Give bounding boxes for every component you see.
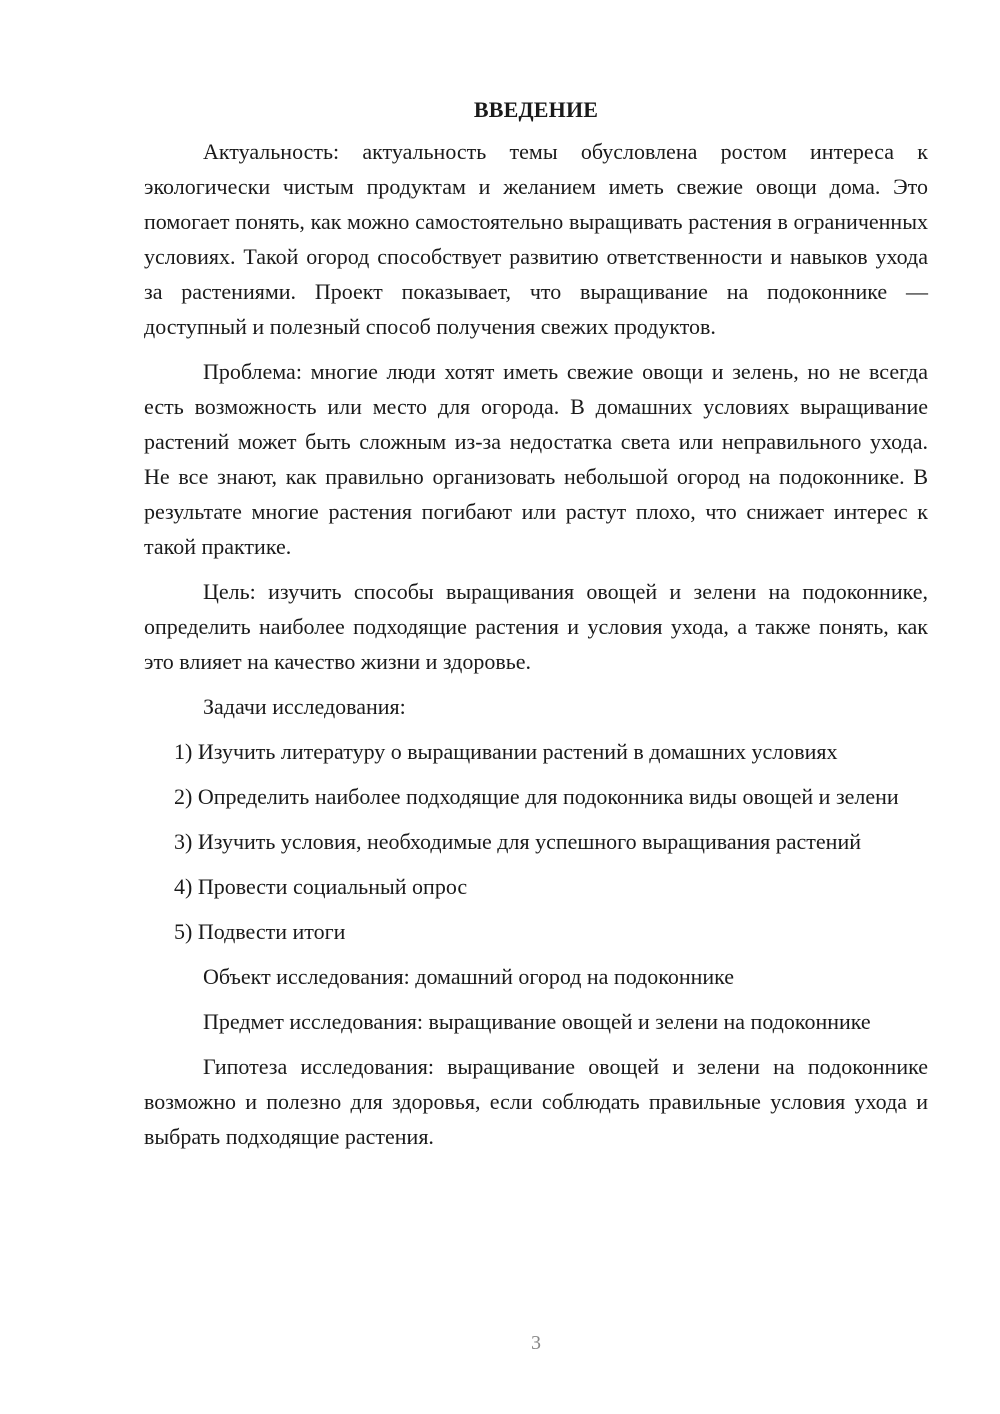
task-item-5: 5) Подвести итоги	[174, 919, 346, 944]
task-item-2: 2) Определить наиболее подходящие для подоконника виды овощей и зелени	[174, 784, 899, 809]
tasks-heading: Задачи исследования:	[203, 694, 406, 719]
section-title: ВВЕДЕНИЕ	[473, 97, 599, 122]
document-page	[144, 92, 928, 1164]
page-number: 3	[531, 1332, 541, 1354]
goal-paragraph: Цель: изучить способы выращивания овощей и зелени на подоконнике, определить наиболее подходящие растения и условия ухода, а также понять, как это влияет на качество жизни и здоровье.	[144, 579, 928, 674]
problem-paragraph: Проблема: многие люди хотят иметь свежие овощи и зелень, но не всегда есть возможность или место для огорода. В домашних условиях выращивание растений может быть сложным из-за недостатка света или неправильного ухода. Не все знают, как правильно организовать небольшой огород на подоконнике. В результате многие растения погибают или растут плохо, что снижает интерес к такой практике.	[144, 359, 928, 559]
relevance-paragraph: Актуальность: актуальность темы обусловлена ростом интереса к экологически чистым продуктам и желанием иметь свежие овощи дома. Это помогает понять, как можно самостоятельно выращивать растения в ограниченных условиях. Такой огород способствует развитию ответственности и навыков ухода за растениями. Проект показывает, что выращивание на подоконнике — доступный и полезный способ получения свежих продуктов.	[144, 139, 928, 339]
hypothesis-paragraph: Гипотеза исследования: выращивание овощей и зелени на подоконнике возможно и полезно для здоровья, если соблюдать правильные условия ухода и выбрать подходящие растения.	[144, 1054, 928, 1149]
task-item-4: 4) Провести социальный опрос	[174, 874, 468, 899]
subject-paragraph: Предмет исследования: выращивание овощей и зелени на подоконнике	[203, 1009, 871, 1034]
object-paragraph: Объект исследования: домашний огород на подоконнике	[203, 964, 735, 989]
task-item-3: 3) Изучить условия, необходимые для успешного выращивания растений	[174, 829, 861, 854]
task-item-1: 1) Изучить литературу о выращивании растений в домашних условиях	[174, 739, 838, 764]
